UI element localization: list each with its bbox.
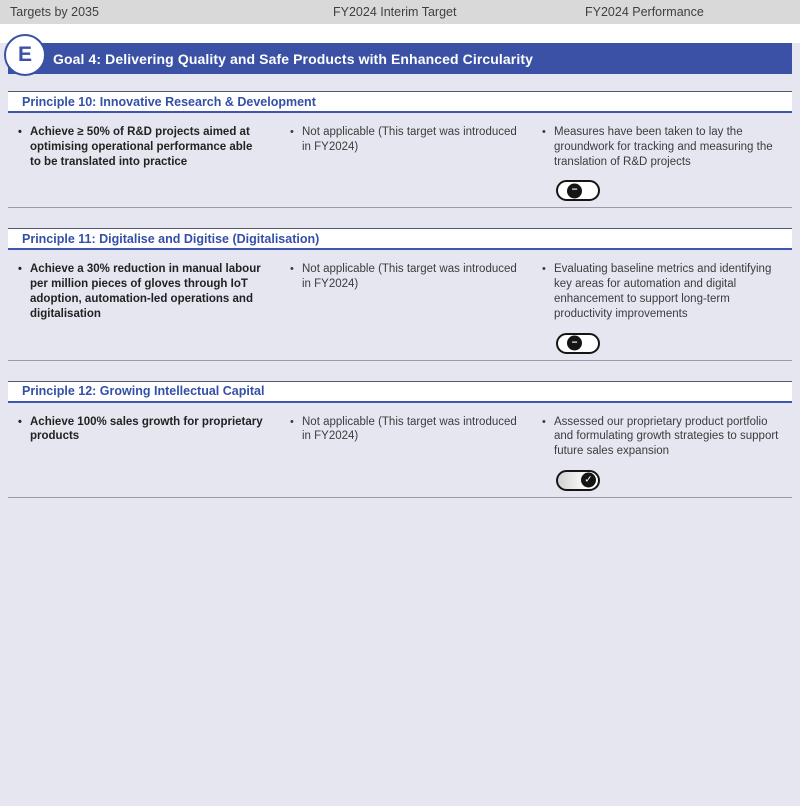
target-text: Achieve ≥ 50% of R&D projects aimed at optimising operational performance able to be translated into practice: [30, 126, 253, 168]
interim-target-item: [290, 415, 518, 445]
performance-item: [542, 125, 782, 169]
status-toggle: [556, 180, 600, 201]
minus-icon: −: [567, 336, 582, 351]
performance-item: [542, 415, 782, 459]
bullet: •: [18, 126, 22, 138]
interim-target-column: [290, 415, 542, 493]
column-headers-bar: [0, 0, 800, 24]
check-icon: ✓: [581, 473, 596, 488]
bullet: •: [18, 263, 22, 276]
principle-12-card: [8, 381, 792, 498]
interim-target-text: Not applicable (This target was introduced in FY2024): [302, 415, 517, 443]
performance-text: Evaluating baseline metrics and identifying key areas for automation and digital enhancement to support long-term productivity improvements: [554, 263, 772, 320]
interim-target-column: [290, 125, 542, 203]
performance-text: Assessed our proprietary product portfolio and formulating growth strategies to support future sales expansion: [554, 415, 779, 458]
goal-section: [0, 43, 800, 806]
target-column: [18, 262, 290, 355]
interim-target-text: Not applicable (This target was introduced in FY2024): [302, 126, 517, 153]
bullet: •: [290, 126, 294, 138]
target-item: [18, 415, 266, 445]
target-text: Achieve 100% sales growth for proprietary products: [30, 415, 263, 443]
interim-target-column: [290, 262, 542, 355]
goal-title: Goal 4: Delivering Quality and Safe Products with Enhanced Circularity: [53, 50, 533, 67]
principle-10-card: [8, 91, 792, 208]
bullet: •: [542, 415, 546, 428]
principle-12-title: Principle 12: Growing Intellectual Capital: [8, 382, 792, 403]
target-text: Achieve a 30% reduction in manual labour per million pieces of gloves through IoT adoption, automation-led operations and digitalisation: [30, 263, 261, 320]
target-item: [18, 125, 266, 169]
status-toggle: [556, 333, 600, 354]
target-column: [18, 415, 290, 493]
performance-text: Measures have been taken to lay the groundwork for tracking and measuring the translation of R&D projects: [554, 126, 773, 168]
column-header-interim-target: FY2024 Interim Target: [333, 5, 457, 19]
bullet: •: [542, 126, 546, 138]
performance-column: [542, 415, 790, 493]
status-toggle: [556, 470, 600, 491]
principle-10-title: Principle 10: Innovative Research & Development: [8, 92, 792, 113]
principle-11-body: [8, 250, 792, 359]
column-header-performance: FY2024 Performance: [585, 5, 704, 19]
principle-10-body: [8, 113, 792, 207]
performance-item: [542, 262, 782, 321]
target-item: [18, 262, 266, 321]
performance-column: [542, 262, 790, 355]
performance-column: [542, 125, 790, 203]
principle-11-card: [8, 228, 792, 360]
bullet: •: [18, 415, 22, 428]
minus-icon: −: [567, 183, 582, 198]
principle-11-title: Principle 11: Digitalise and Digitise (Digitalisation): [8, 229, 792, 250]
goal-badge-e: E: [4, 34, 46, 76]
target-column: [18, 125, 290, 203]
interim-target-item: [290, 125, 518, 155]
column-header-targets: Targets by 2035: [10, 5, 99, 19]
bullet: •: [290, 415, 294, 428]
interim-target-item: [290, 262, 518, 292]
principle-12-body: [8, 403, 792, 497]
bullet: •: [290, 263, 294, 276]
goal-banner: [8, 43, 792, 74]
interim-target-text: Not applicable (This target was introduced in FY2024): [302, 263, 517, 291]
bullet: •: [542, 263, 546, 276]
